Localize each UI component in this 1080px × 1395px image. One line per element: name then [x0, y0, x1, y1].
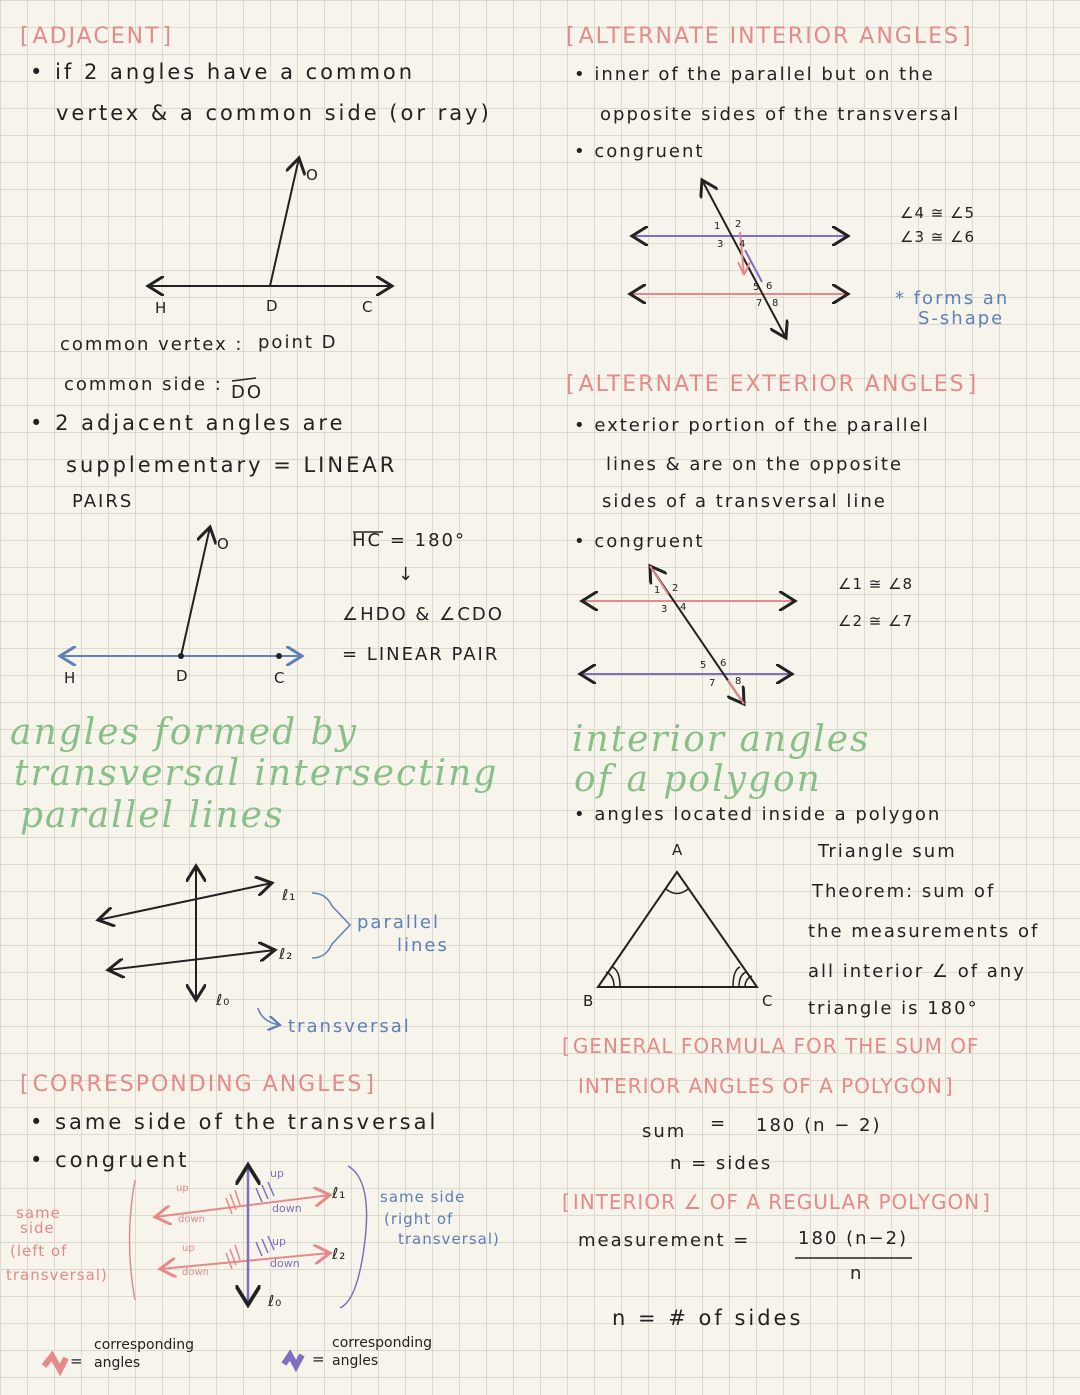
- corr-up-4: up: [272, 1235, 286, 1248]
- transversal-label-l0: ℓ₀: [216, 991, 231, 1009]
- transversal-label-l1: ℓ₁: [282, 886, 297, 904]
- corr-up-2: up: [182, 1243, 195, 1254]
- alt-interior-bullet-1-line-2: opposite sides of the transversal: [600, 104, 961, 125]
- common-vertex-label: common vertex :: [60, 334, 244, 355]
- alt-ext-num-4: 4: [680, 602, 687, 613]
- n-definition-2: n = # of sides: [612, 1306, 804, 1330]
- legend-2-line-1: corresponding: [332, 1335, 432, 1351]
- general-heading-line-1: [ GENERAL FORMULA FOR THE SUM OF: [562, 1034, 980, 1058]
- general-heading-line-2: INTERIOR ANGLES OF A POLYGON ]: [578, 1074, 954, 1098]
- left-note-line-1: same: [16, 1204, 61, 1222]
- alt-exterior-bullet-1-line-3: sides of a transversal line: [602, 491, 887, 512]
- corr-up-1: up: [176, 1183, 189, 1194]
- fig1-label-o: O: [306, 166, 319, 184]
- s-shape-note-line-1: * forms an: [895, 288, 1010, 309]
- theorem-line-5: triangle is 180°: [808, 998, 979, 1019]
- adjacent-bullet-1-line-1: • if 2 angles have a common: [30, 62, 415, 83]
- transversal-note: transversal: [288, 1016, 411, 1037]
- adjacent-figure-2: [60, 527, 302, 659]
- left-note-line-3: (left of: [10, 1242, 68, 1260]
- triangle-figure: [598, 872, 757, 987]
- general-heading-line-1-text: GENERAL FORMULA FOR THE SUM OF: [572, 1034, 980, 1058]
- alt-int-num-7: 7: [756, 298, 763, 309]
- alt-int-num-1: 1: [714, 221, 721, 232]
- legend-2-line-2: angles: [332, 1353, 379, 1369]
- legend-1-line-2: angles: [94, 1355, 141, 1371]
- measurement-numerator: 180 (n−2): [798, 1228, 909, 1249]
- alt-int-relation-1: ∠4 ≅ ∠5: [900, 204, 976, 222]
- right-note-line-2: (right of: [384, 1210, 454, 1228]
- polygon-title-line-2: of a polygon: [574, 759, 822, 800]
- common-side-label: common side :: [64, 374, 223, 395]
- alt-ext-relation-2: ∠2 ≅ ∠7: [838, 612, 914, 630]
- regular-heading-text: INTERIOR ∠ OF A REGULAR POLYGON: [572, 1190, 981, 1214]
- linear-note-line-1: HC = 180°: [352, 530, 466, 551]
- fig2-label-o: O: [217, 535, 230, 553]
- transversal-title-line-2: transversal intersecting: [14, 753, 499, 794]
- fig1-label-h: H: [155, 299, 168, 317]
- alt-ext-num-6: 6: [720, 658, 727, 669]
- fig2-label-h: H: [64, 669, 77, 687]
- alt-ext-num-2: 2: [672, 583, 679, 594]
- transversal-title-line-3: parallel lines: [20, 795, 285, 836]
- triangle-vertex-b: B: [583, 992, 595, 1010]
- triangle-vertex-c: C: [762, 992, 774, 1010]
- fig1-label-d: D: [266, 297, 279, 315]
- corr-down-1: down: [178, 1214, 205, 1225]
- alt-ext-num-8: 8: [735, 676, 742, 687]
- theorem-line-1: Triangle sum: [818, 841, 957, 862]
- alt-int-num-4: 4: [739, 239, 746, 250]
- fig2-label-c: C: [274, 669, 286, 687]
- s-shape-note-line-2: S-shape: [918, 308, 1005, 329]
- transversal-title-line-1: angles formed by: [10, 712, 358, 753]
- corr-up-3: up: [270, 1167, 284, 1180]
- alt-exterior-figure: [580, 566, 795, 704]
- alt-ext-num-1: 1: [654, 585, 661, 596]
- measurement-label: measurement =: [578, 1230, 751, 1251]
- corresponding-bullet-2: • congruent: [30, 1150, 190, 1171]
- ray-overline: [232, 378, 256, 381]
- sum-label: sum: [642, 1121, 687, 1142]
- linear-note-line-2: ∠HDO & ∠CDO: [342, 604, 504, 625]
- fig2-label-d: D: [176, 667, 189, 685]
- alt-int-num-8: 8: [772, 298, 779, 309]
- alt-int-num-3: 3: [717, 239, 724, 250]
- alt-exterior-bullet-1-line-2: lines & are on the opposite: [606, 454, 903, 475]
- left-note-line-4: transversal): [6, 1266, 108, 1284]
- alt-int-relation-2: ∠3 ≅ ∠6: [900, 228, 976, 246]
- alt-int-num-2: 2: [735, 219, 742, 230]
- alt-ext-num-5: 5: [700, 660, 707, 671]
- alt-interior-bullet-1-line-1: • inner of the parallel but on the: [574, 66, 935, 84]
- adjacent-bullet-2-line-2: supplementary = LINEAR: [66, 453, 398, 477]
- regular-heading: [ INTERIOR ∠ OF A REGULAR POLYGON ]: [562, 1190, 991, 1214]
- alt-int-num-6: 6: [766, 281, 773, 292]
- sum-equals: =: [710, 1113, 728, 1134]
- parallel-note-line-2: lines: [397, 935, 449, 956]
- corr-label-l0: ℓ₀: [268, 1292, 283, 1310]
- alt-exterior-heading: [ ALTERNATE EXTERIOR ANGLES ]: [560, 372, 984, 398]
- common-side-value: DO: [231, 382, 264, 403]
- legend-2-eq: =: [312, 1350, 326, 1368]
- sum-formula: 180 (n − 2): [756, 1115, 882, 1136]
- corr-down-4: down: [270, 1257, 300, 1270]
- theorem-line-2: Theorem: sum of: [812, 881, 996, 902]
- legend-1-line-1: corresponding: [94, 1337, 194, 1353]
- corr-label-l2: ℓ₂: [332, 1245, 347, 1263]
- alt-interior-bullet-2: • congruent: [574, 143, 704, 161]
- corresponding-heading: [ CORRESPONDING ANGLES ]: [14, 1072, 382, 1098]
- corr-down-3: down: [272, 1202, 302, 1215]
- general-heading-line-2-text: INTERIOR ANGLES OF A POLYGON: [578, 1074, 943, 1098]
- alt-interior-heading: [ ALTERNATE INTERIOR ANGLES ]: [560, 24, 979, 50]
- adjacent-bullet-2-line-1: • 2 adjacent angles are: [30, 413, 346, 434]
- alt-int-num-5: 5: [753, 282, 760, 293]
- right-note-line-3: transversal): [398, 1230, 500, 1248]
- left-note-line-2: side: [20, 1219, 55, 1237]
- polygon-title-line-1: interior angles: [572, 719, 871, 760]
- corr-down-2: down: [182, 1267, 209, 1278]
- alt-ext-num-3: 3: [661, 604, 668, 615]
- triangle-vertex-a: A: [672, 841, 684, 859]
- fig1-label-c: C: [362, 298, 374, 316]
- theorem-line-4: all interior ∠ of any: [808, 961, 1026, 982]
- alt-exterior-bullet-2: • congruent: [574, 533, 704, 551]
- corr-label-l1: ℓ₁: [332, 1184, 347, 1202]
- corresponding-bullet-1: • same side of the transversal: [30, 1112, 438, 1133]
- legend-1-eq: =: [70, 1352, 84, 1370]
- measurement-denominator: n: [850, 1263, 864, 1284]
- n-definition: n = sides: [670, 1153, 773, 1174]
- alt-exterior-bullet-1-line-1: • exterior portion of the parallel: [574, 417, 930, 435]
- adjacent-bullet-2-line-3: PAIRS: [72, 491, 134, 512]
- linear-note-line-3: = LINEAR PAIR: [342, 644, 500, 665]
- adjacent-bullet-1-line-2: vertex & a common side (or ray): [56, 101, 492, 125]
- adjacent-heading: [ ADJACENT ]: [14, 24, 179, 50]
- polygon-bullet-1: • angles located inside a polygon: [574, 806, 941, 824]
- alt-ext-num-7: 7: [709, 678, 716, 689]
- adjacent-figure-1: [148, 158, 392, 286]
- parallel-note-line-1: parallel: [357, 912, 440, 933]
- right-note-line-1: same side: [380, 1188, 466, 1206]
- transversal-label-l2: ℓ₂: [279, 945, 294, 963]
- alt-interior-figure: [630, 180, 848, 338]
- alt-ext-relation-1: ∠1 ≅ ∠8: [838, 575, 914, 593]
- theorem-line-3: the measurements of: [808, 921, 1040, 942]
- linear-note-arrow: ↓: [398, 564, 416, 585]
- common-vertex-value: point D: [258, 332, 338, 353]
